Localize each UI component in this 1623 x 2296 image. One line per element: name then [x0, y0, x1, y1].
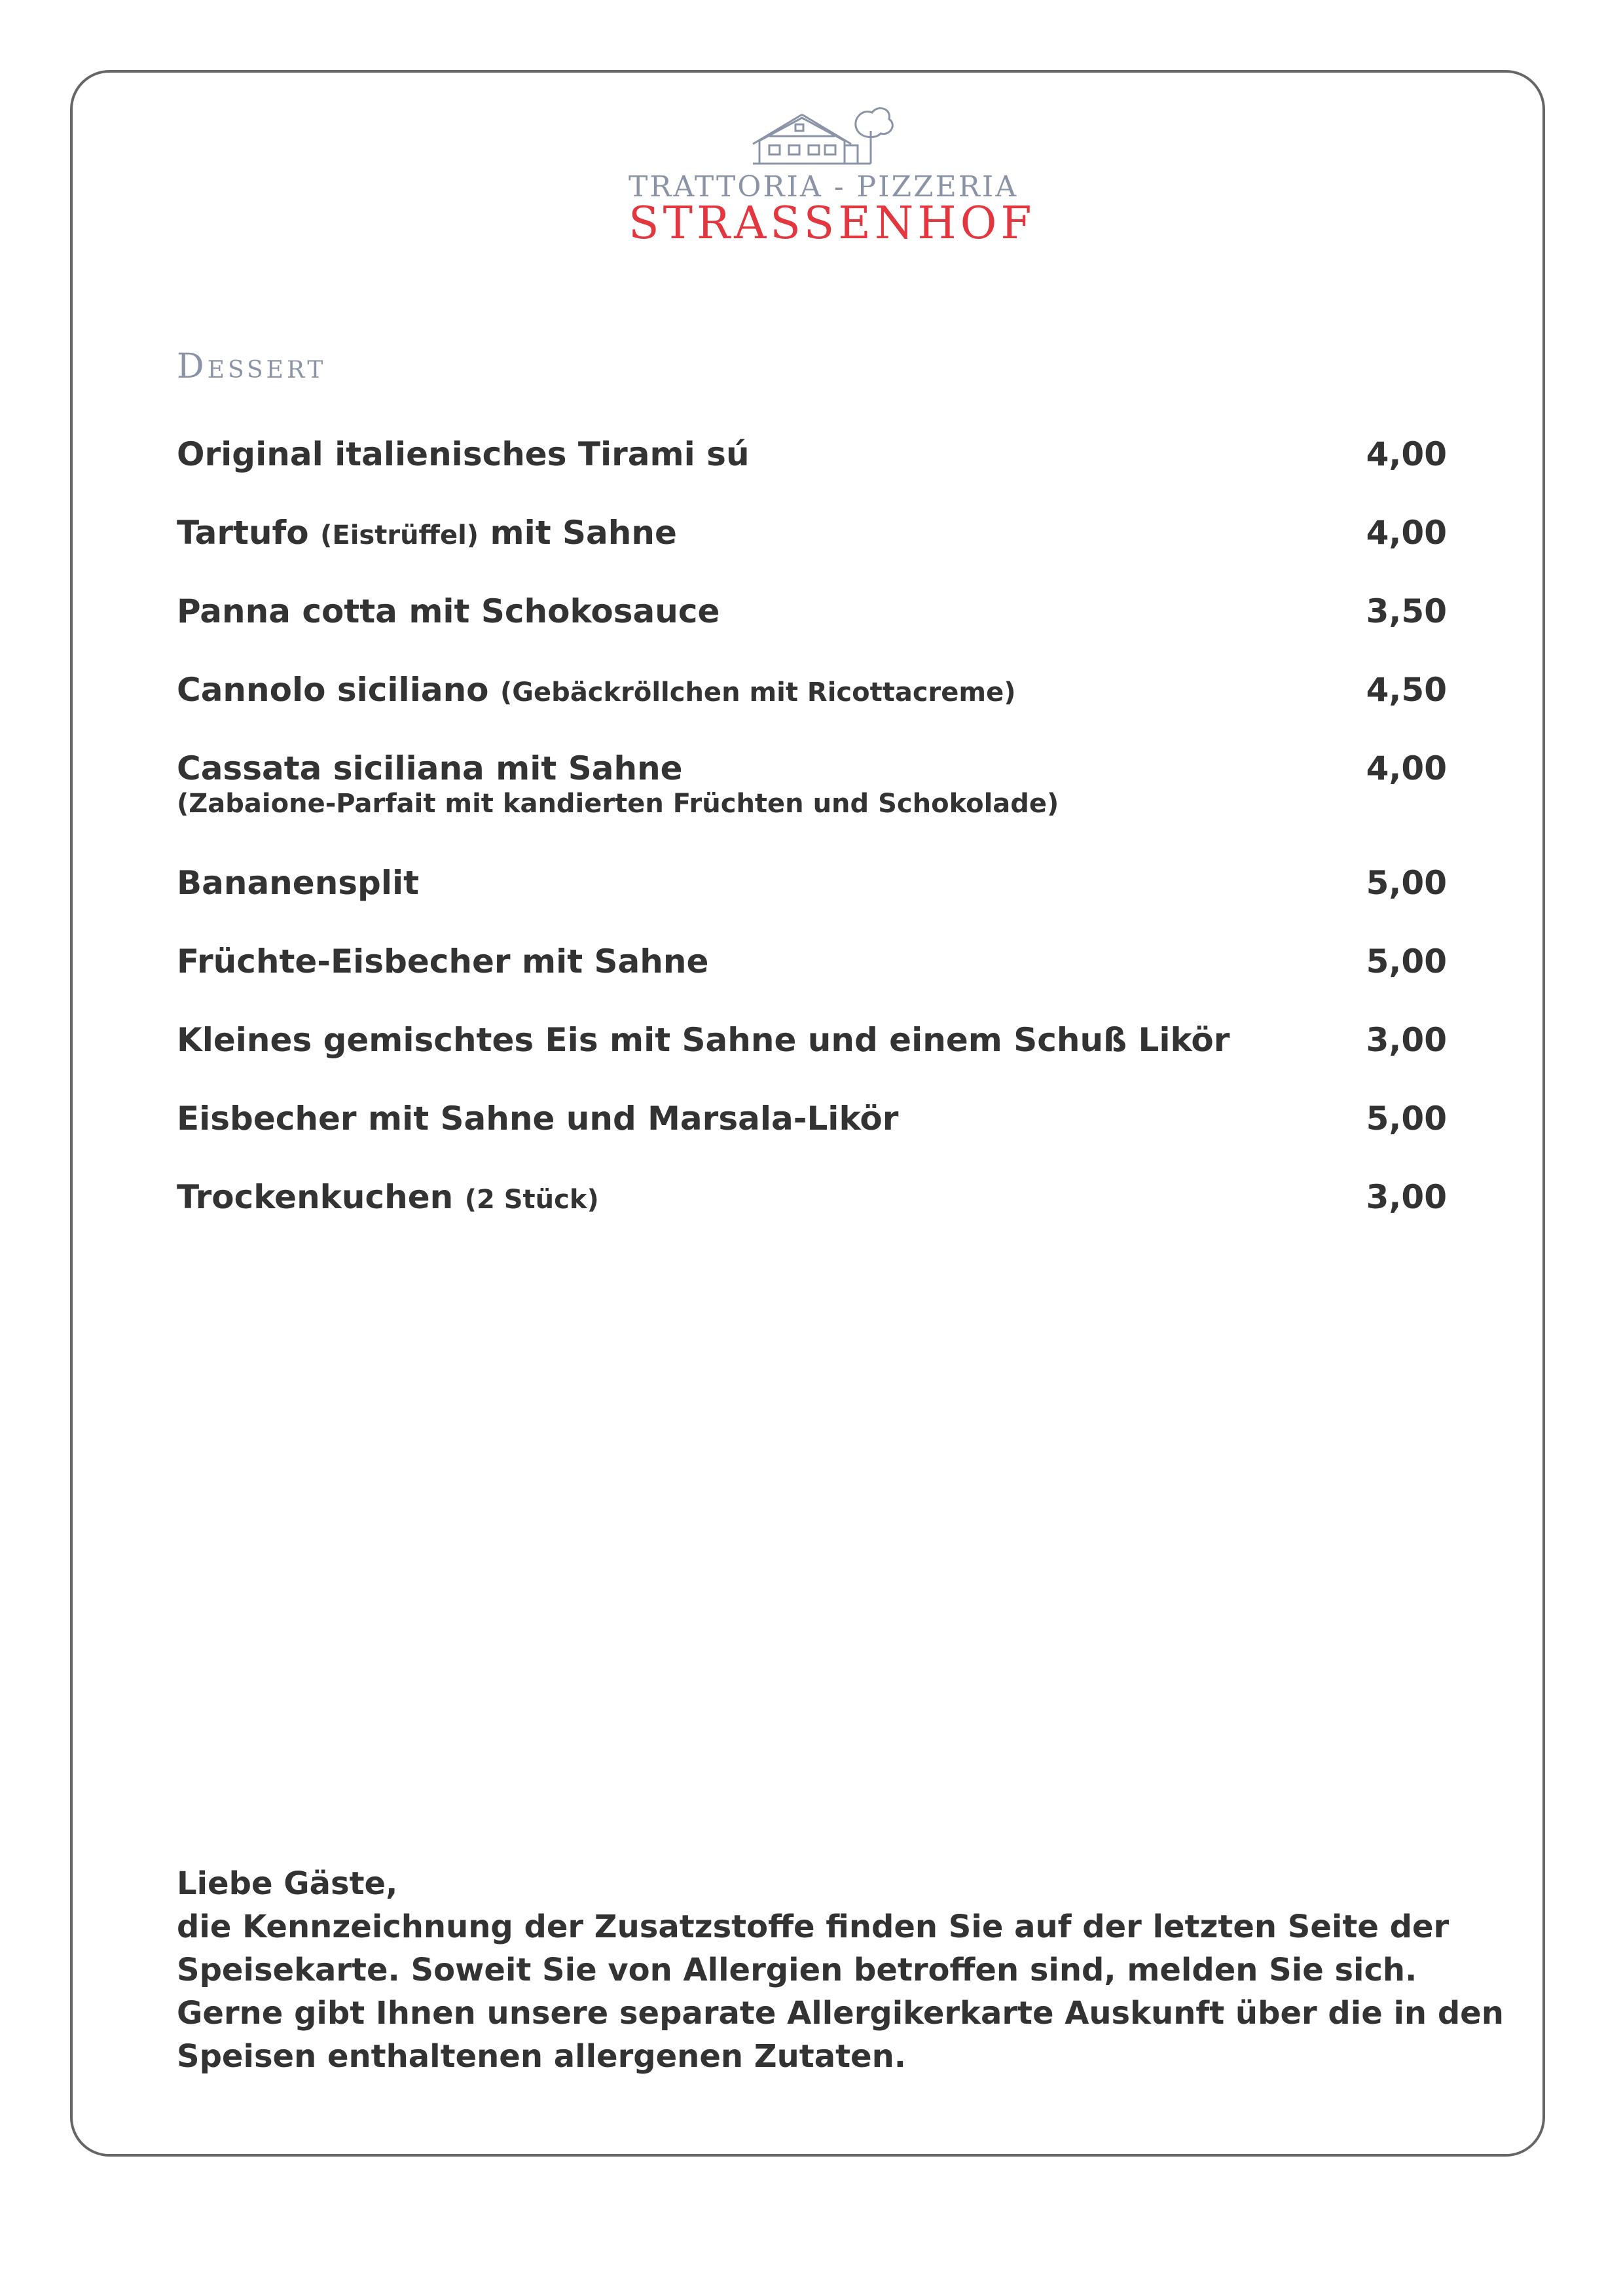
- menu-item-price: 4,00: [1366, 514, 1447, 552]
- menu-item-name: Bananensplit: [177, 864, 420, 902]
- menu-item-price: 5,00: [1366, 864, 1447, 902]
- allergen-notice: [177, 1862, 1504, 2078]
- notice-line: Gerne gibt Ihnen unsere separate Allergikerkarte Auskunft über die in den: [177, 1995, 1504, 2032]
- menu-item-description: (Zabaione-Parfait mit kandierten Früchten und Schokolade): [177, 789, 1059, 819]
- menu-item-name: Cannolo siciliano (Gebäckröllchen mit Ricottacreme): [177, 671, 1016, 709]
- menu-item-price: 4,00: [1366, 435, 1447, 473]
- menu-item-name: Früchte-Eisbecher mit Sahne: [177, 942, 709, 980]
- restaurant-subtitle: TRATTORIA - PIZZERIA: [629, 170, 1019, 204]
- notice-line: Speisen enthaltenen allergenen Zutaten.: [177, 2038, 907, 2075]
- menu-item-note: (Gebäckröllchen mit Ricottacreme): [500, 677, 1016, 708]
- restaurant-logo: [629, 105, 1036, 249]
- menu-item-name: Trockenkuchen (2 Stück): [177, 1178, 599, 1216]
- menu-item-price: 5,00: [1366, 942, 1447, 980]
- menu-item-note: (2 Stück): [464, 1185, 599, 1215]
- section-title: Dessert: [177, 347, 327, 386]
- menu-item-note: (Eistrüffel): [320, 520, 479, 550]
- menu-item-price: 3,00: [1366, 1021, 1447, 1059]
- menu-item-name: Kleines gemischtes Eis mit Sahne und einem Schuß Likör: [177, 1021, 1230, 1059]
- house-tree-icon: [629, 105, 995, 173]
- menu-item-price: 4,50: [1366, 671, 1447, 709]
- menu-item-name: Tartufo (Eistrüffel) mit Sahne: [177, 514, 677, 552]
- menu-item-name: Eisbecher mit Sahne und Marsala-Likör: [177, 1100, 899, 1138]
- menu-item-price: 5,00: [1366, 1100, 1447, 1138]
- menu-item-price: 3,00: [1366, 1178, 1447, 1216]
- menu-item-name: Original italienisches Tirami sú: [177, 435, 750, 473]
- notice-line: Speisekarte. Soweit Sie von Allergien betroffen sind, melden Sie sich.: [177, 1952, 1417, 1988]
- menu-item-price: 4,00: [1366, 749, 1447, 787]
- notice-line: die Kennzeichnung der Zusatzstoffe finden Sie auf der letzten Seite der: [177, 1909, 1450, 1945]
- restaurant-name: STRASSENHOF: [629, 198, 1036, 249]
- menu-item-name: Panna cotta mit Schokosauce: [177, 592, 720, 630]
- menu-item-price: 3,50: [1366, 592, 1447, 630]
- notice-greeting: Liebe Gäste,: [177, 1865, 398, 1902]
- menu-item-name: Cassata siciliana mit Sahne: [177, 749, 683, 787]
